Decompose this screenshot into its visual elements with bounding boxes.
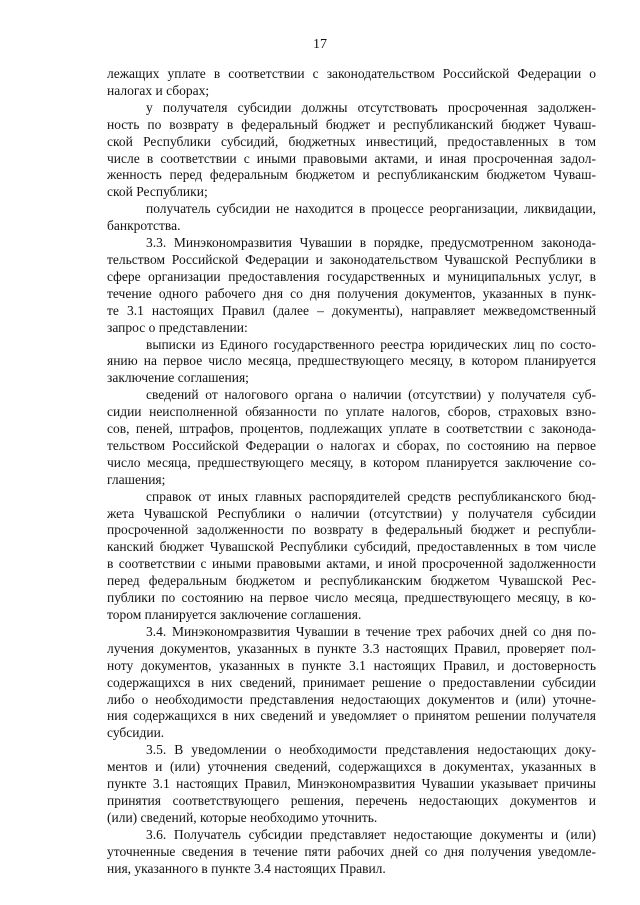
text-line: жета Чувашской Республики о наличии (отсутствии) у получателя субсидии — [107, 505, 596, 521]
text-line: уточненные сведения в течение пяти рабочих дней со дня получения уведомле- — [107, 843, 596, 859]
text-line: канский бюджет Чувашской Республики субсидий, предоставленных в том числе — [107, 539, 596, 555]
text-line: 3.3. Минэкономразвития Чувашии в порядке, предусмотренном законода- — [146, 235, 596, 251]
text-line: 3.6. Получатель субсидии представляет недостающие документы и (или) — [146, 826, 596, 842]
text-line: (или) сведений, которые необходимо уточнить. — [107, 809, 378, 825]
text-line: содержащихся в них сведений, принимает решение о предоставлении субсидии — [107, 674, 596, 690]
text-line: публики по состоянию на первое число месяца, предшествующего месяцу, в ко- — [107, 590, 596, 606]
document-body — [107, 66, 596, 878]
text-line: лежащих уплате в соответствии с законодательством Российской Федерации о — [107, 66, 596, 81]
text-line: субсидии. — [107, 725, 165, 741]
text-line: ния, указанного в пункте 3.4 настоящих Правил. — [107, 860, 386, 876]
text-line: числе в соответствии с иными правовыми актами, и иная просроченная задол- — [107, 150, 596, 166]
text-line: сведений от налогового органа о наличии (отсутствии) у получателя суб- — [146, 387, 596, 403]
text-line: 3.5. В уведомлении о необходимости представления недостающих доку- — [146, 742, 596, 758]
text-line: выписки из Единого государственного реестра юридических лиц по состо- — [146, 336, 596, 352]
text-line: заключение соглашения; — [107, 370, 249, 386]
text-line: ской Республики субсидий, бюджетных инвестиций, предоставленных в том — [107, 133, 596, 149]
text-line: у получателя субсидии должны отсутствовать просроченная задолжен- — [146, 99, 596, 115]
text-line: сфере организации предоставления государственных и муниципальных услуг, в — [107, 268, 596, 284]
text-line: глашения; — [107, 471, 166, 487]
text-line: пункте 3.1 настоящих Правил, Минэкономразвития Чувашии указывает причины — [107, 776, 596, 792]
text-line: янию на первое число месяца, предшествующего месяцу, в котором планируется — [107, 353, 596, 369]
text-line: ность по возврату в федеральный бюджет и республиканский бюджет Чуваш- — [107, 116, 596, 132]
page-number: 17 — [313, 37, 327, 52]
text-line: налогах и сборах; — [107, 82, 210, 98]
text-line: в соответствии с иными правовыми актами, и иной просроченной задолженности — [107, 556, 596, 572]
text-line: ноту документов, указанных в пункте 3.1 настоящих Правил, и достоверность — [107, 657, 596, 673]
text-line: просроченной задолженности по возврату в федеральный бюджет и республи- — [107, 522, 596, 538]
text-line: справок от иных главных распорядителей средств республиканского бюд- — [146, 488, 596, 504]
text-line: тельством Российской Федерации о налогах и сборах, по состоянию на первое — [107, 437, 596, 453]
text-line: сидии неисполненной обязанности по уплате налогов, сборов, страховых взно- — [107, 404, 596, 420]
text-line: перед федеральным бюджетом и республиканским бюджетом Чувашской Рес- — [107, 573, 596, 589]
text-line: запрос о представлении: — [107, 319, 248, 335]
text-line: сов, пеней, штрафов, процентов, подлежащих уплате в соответствии с законода- — [107, 421, 596, 437]
text-line: банкротства. — [107, 218, 181, 234]
text-line: получатель субсидии не находится в процессе реорганизации, ликвидации, — [146, 201, 596, 217]
text-line: 3.4. Минэкономразвития Чувашии в течение трех рабочих дней со дня по- — [146, 623, 596, 639]
text-line: те 3.1 настоящих Правил (далее – документы), направляет межведомственный — [107, 302, 596, 318]
text-line: ментов и (или) уточнения сведений, содержащихся в документах, указанных в — [107, 759, 596, 775]
text-line: либо о необходимости представления недостающих документов и (или) уточне- — [107, 691, 596, 707]
text-line: тором планируется заключение соглашения. — [107, 607, 362, 622]
text-line: ской Республики; — [107, 184, 208, 200]
text-line: принятия соответствующего решения, перечень недостающих документов и — [107, 792, 596, 808]
text-line: лучения документов, указанных в пункте 3.3 настоящих Правил, проверяет пол- — [107, 640, 596, 656]
text-line: течение одного рабочего дня со дня получения документов, указанных в пунк- — [107, 285, 596, 301]
text-line: ния содержащихся в них сведений и уведомляет о принятом решении получателя — [107, 708, 596, 724]
text-line: тельством Российской Федерации и законодательством Чувашской Республики в — [107, 251, 596, 267]
text-line: женность перед федеральным бюджетом и республиканским бюджетом Чуваш- — [107, 167, 596, 183]
text-line: число месяца, предшествующего месяцу, в котором планируется заключение со- — [107, 454, 596, 470]
